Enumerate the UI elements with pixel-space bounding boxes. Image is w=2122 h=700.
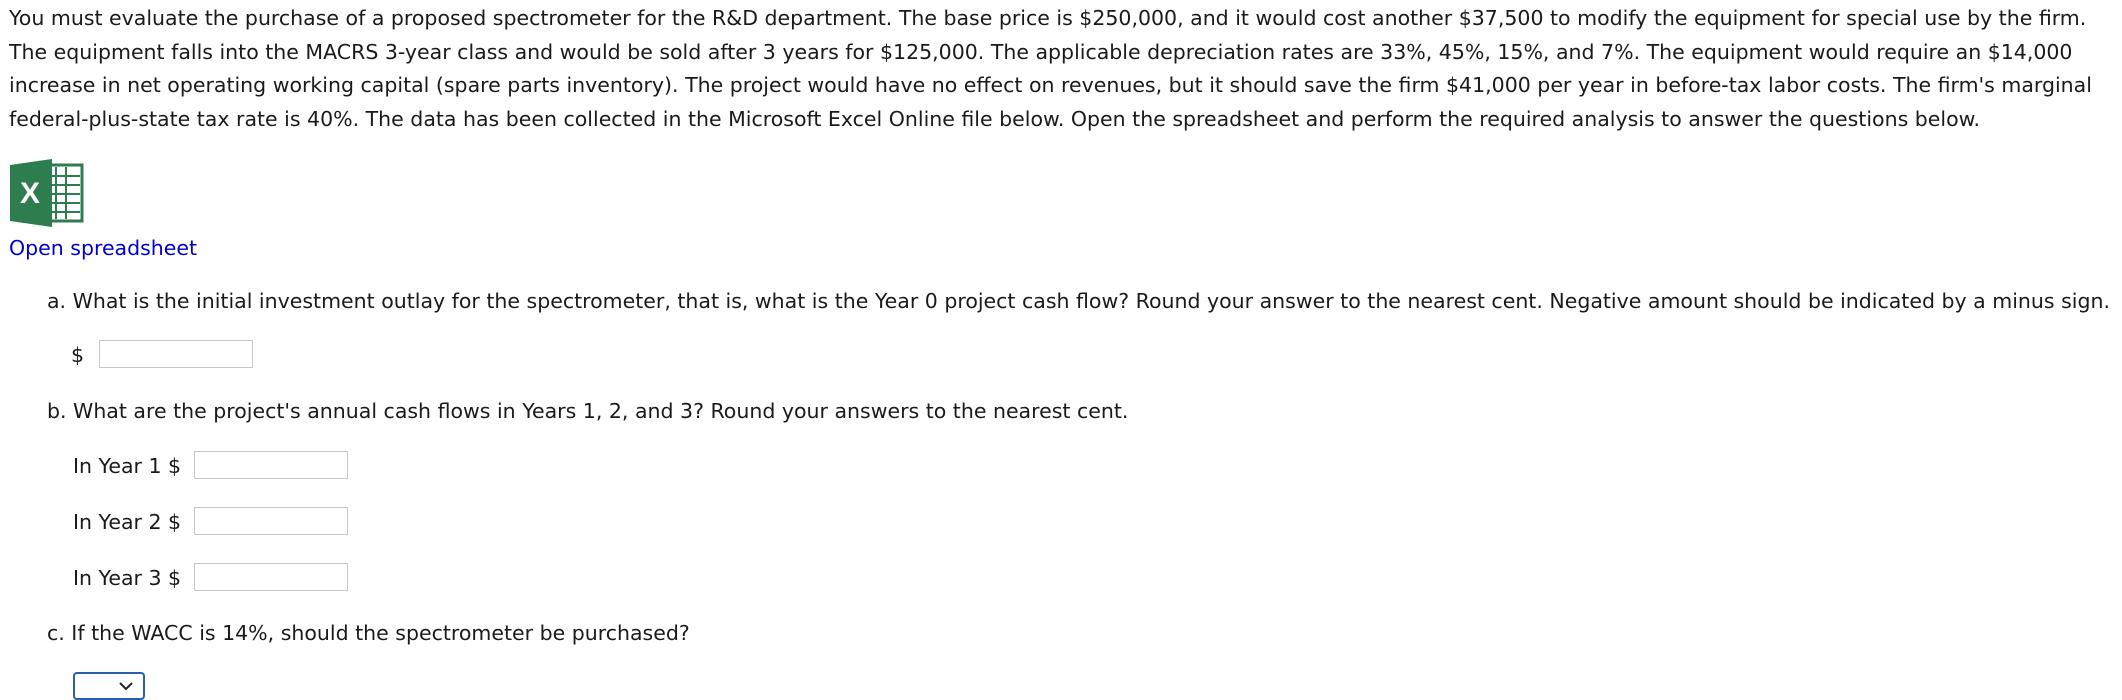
question-a-text: a. What is the initial investment outlay for the spectrometer, that is, what is the Year 0 project cash flow? Round your answer to the nearest cent. Negative amount should be indicated by a minus sign. — [47, 289, 2110, 313]
question-a-currency: $ — [71, 343, 85, 367]
excel-icon-letter: X — [19, 177, 41, 210]
year-1-label: In Year 1 $ — [73, 454, 182, 478]
purchase-decision-dropdown[interactable] — [73, 672, 145, 700]
question-b-text: b. What are the project's annual cash flows in Years 1, 2, and 3? Round your answers to the nearest cent. — [47, 399, 1129, 423]
year-3-label: In Year 3 $ — [73, 566, 182, 590]
excel-icon-graphic — [10, 159, 86, 227]
excel-icon[interactable] — [10, 159, 86, 227]
question-c-text: c. If the WACC is 14%, should the spectrometer be purchased? — [47, 621, 690, 645]
year-3-cash-flow-input[interactable] — [194, 563, 348, 591]
year-2-cash-flow-input[interactable] — [194, 507, 348, 535]
year-0-cash-flow-input[interactable] — [99, 340, 253, 368]
year-2-label: In Year 2 $ — [73, 510, 182, 534]
open-spreadsheet-link[interactable]: Open spreadsheet — [9, 236, 198, 260]
problem-intro-text: You must evaluate the purchase of a proposed spectrometer for the R&D department. The base price is $250,000, and it would cost another $37,500 to modify the equipment for special use by the firm. The equipment falls into the MACRS 3-year class and would be sold after 3 years for $125,000. The applicable depreciation rates are 33%, 45%, 15%, and 7%. The equipment would require an $14,000 increase in net operating working capital (spare parts inventory). The project would have no effect on revenues, but it should save the firm $41,000 per year in before-tax labor costs. The firm's marginal federal-plus-state tax rate is 40%. The data has been collected in the Microsoft Excel Online file below. Open the spreadsheet and perform the required analysis to answer the questions below. — [9, 6, 2092, 131]
year-1-cash-flow-input[interactable] — [194, 451, 348, 479]
chevron-down-icon — [117, 677, 135, 695]
